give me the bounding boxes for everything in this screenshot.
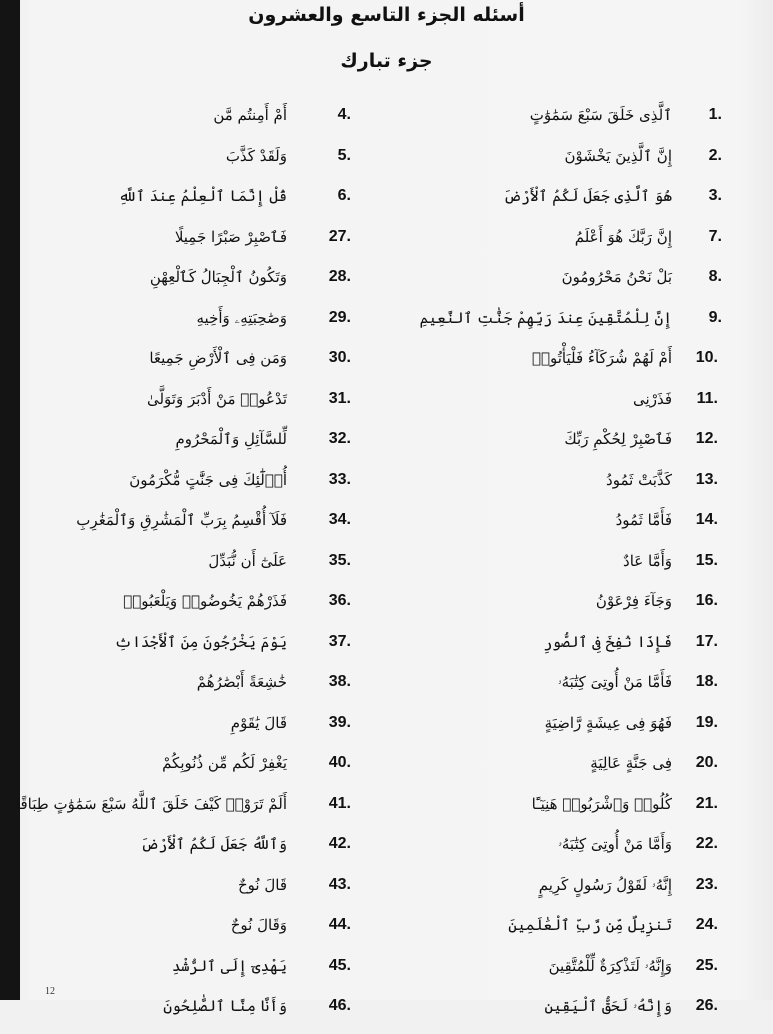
question-number: 19. [695, 713, 718, 731]
question-item [114, 629, 355, 670]
question-item [430, 588, 730, 629]
verse-text: وَلَقَدْ كَذَّبَ [225, 146, 287, 165]
question-item [120, 143, 355, 184]
question-number: 7. [708, 227, 722, 245]
question-item [120, 710, 355, 751]
question-item [430, 143, 730, 184]
verse-text: فَهُوَ فِى عِيشَةٍ رَّاضِيَةٍ [544, 713, 672, 732]
question-item [430, 669, 730, 710]
question-item [430, 386, 730, 427]
question-item [120, 386, 355, 427]
verse-text: فَذَرْنِى [633, 389, 672, 408]
question-number: 12. [695, 430, 718, 447]
verse-text: أَمْ لَهُمْ شُرَكَآءُ فَلْيَأْتُوا۟ [532, 349, 672, 367]
verse-text: فَلَآ أُقْسِمُ بِرَبِّ ٱلْمَشَٰرِقِ وَٱلْمَغَٰرِبِ [76, 511, 287, 529]
question-number: 10. [695, 349, 718, 366]
question-item [120, 872, 355, 913]
verse-text: فَإِذَا نُفِخَ فِى ٱلصُّورِ [543, 632, 672, 651]
question-item [120, 548, 355, 589]
question-number: 22. [695, 835, 718, 852]
question-item [430, 183, 730, 224]
verse-text: فَأَمَّا مَنْ أُوتِىَ كِتَٰبَهُۥ [557, 673, 672, 691]
question-number: 36. [328, 592, 351, 609]
question-number: 4. [337, 106, 351, 123]
verse-text: إِنَّ رَبَّكَ هُوَ أَعْلَمُ [574, 227, 672, 246]
verse-text: وَإِنَّهُۥ لَحَقُّ ٱلْيَقِينِ [544, 997, 672, 1015]
verse-text: ٱلَّذِى خَلَقَ سَبْعَ سَمَٰوَٰتٍ [529, 106, 672, 124]
question-item [419, 305, 730, 346]
question-number: 42. [328, 835, 351, 852]
question-item [120, 224, 355, 265]
question-number: 40. [328, 754, 351, 771]
verse-text: قَالَ نُوحٌ [237, 875, 287, 894]
verse-text: قُلْ إِنَّمَا ٱلْعِلْمُ عِندَ ٱللَّهِ [118, 187, 287, 205]
question-number: 43. [328, 875, 351, 893]
question-item [430, 831, 730, 872]
verse-text: إِنَّ ٱلَّذِينَ يَخْشَوْنَ [564, 146, 672, 165]
question-number: 32. [328, 430, 351, 447]
question-number: 5. [337, 146, 351, 164]
verse-text: تَنزِيلٌ مِّن رَّبِّ ٱلْعَٰلَمِينَ [508, 916, 672, 934]
verse-text: هُوَ ٱلَّذِى جَعَلَ لَكُمُ ٱلْأَرْضَ [503, 187, 672, 205]
question-item [430, 345, 730, 386]
verse-text: وَٱللَّهُ جَعَلَ لَكُمُ ٱلْأَرْضَ [140, 835, 287, 853]
verse-text: إِنَّهُۥ لَقَوْلُ رَسُولٍ كَرِيمٍ [538, 875, 672, 894]
verse-text: أَمْ أَمِنتُم مَّن [213, 106, 287, 124]
verse-text: خَٰشِعَةً أَبْصَٰرُهُمْ [196, 673, 287, 691]
question-number: 2. [708, 146, 722, 164]
question-number: 25. [695, 956, 718, 974]
verse-text: وَقَالَ نُوحٌ [230, 916, 287, 934]
question-number: 35. [328, 551, 351, 569]
verse-text: يَهْدِىٓ إِلَى ٱلرُّشْدِ [171, 956, 287, 975]
question-item [430, 993, 730, 1034]
question-number: 24. [695, 916, 718, 933]
question-number: 23. [695, 875, 718, 893]
question-number: 26. [695, 997, 718, 1014]
verse-text: وَصَٰحِبَتِهِۦ وَأَخِيهِ [196, 308, 287, 327]
question-item [120, 669, 355, 710]
question-number: 31. [328, 389, 351, 407]
question-number: 3. [708, 187, 722, 204]
page-title: أسئله الجزء التاسع والعشرون [248, 4, 525, 26]
question-number: 45. [328, 956, 351, 974]
question-number: 29. [328, 308, 351, 326]
question-number: 46. [328, 997, 351, 1014]
question-number: 17. [695, 632, 718, 650]
verse-text: وَأَمَّا مَنْ أُوتِىَ كِتَٰبَهُۥ [558, 835, 672, 853]
question-item [430, 872, 730, 913]
question-item [430, 953, 730, 994]
question-item [430, 629, 730, 670]
scan-edge-border [0, 0, 20, 1000]
question-number: 15. [695, 551, 718, 569]
verse-text: فَأَمَّا ثَمُودُ [615, 511, 672, 529]
question-number: 14. [695, 511, 718, 528]
question-item [15, 791, 355, 832]
question-item [430, 750, 730, 791]
question-item [120, 953, 355, 994]
question-number: 27. [328, 227, 351, 245]
verse-text: وَإِنَّهُۥ لَتَذْكِرَةٌ لِّلْمُتَّقِينَ [548, 956, 672, 975]
verse-text: فَٱصْبِرْ صَبْرًا جَمِيلًا [174, 227, 287, 246]
question-item [430, 791, 730, 832]
question-number: 30. [328, 349, 351, 366]
question-item [120, 345, 355, 386]
question-number: 39. [328, 713, 351, 731]
verse-text: وَتَكُونُ ٱلْجِبَالُ كَٱلْعِهْنِ [149, 268, 287, 286]
question-number: 20. [695, 754, 718, 771]
question-item [120, 912, 355, 953]
verse-text: كَذَّبَتْ ثَمُودُ [606, 470, 672, 489]
question-item [120, 467, 355, 508]
verse-text: فِى جَنَّةٍ عَالِيَةٍ [590, 754, 672, 772]
question-item [120, 993, 355, 1034]
question-item [120, 831, 355, 872]
question-number: 18. [695, 673, 718, 690]
question-item [430, 467, 730, 508]
question-item [120, 750, 355, 791]
verse-text: كُلُوا۟ وَٱشْرَبُوا۟ هَنِيٓـًٔا [531, 794, 672, 813]
verse-text: يَغْفِرْ لَكُم مِّن ذُنُوبِكُمْ [162, 754, 287, 772]
question-number: 28. [328, 268, 351, 285]
question-number: 1. [708, 106, 722, 123]
verse-text: وَأَمَّا عَادٌ [623, 551, 672, 570]
verse-text: عَلَىٰٓ أَن نُّبَدِّلَ [208, 551, 287, 570]
verse-text: أُو۟لَٰٓئِكَ فِى جَنَّٰتٍ مُّكْرَمُونَ [129, 470, 287, 489]
question-number: 6. [337, 187, 351, 204]
question-item [120, 426, 355, 467]
verse-text: قَالَ يَٰقَوْمِ [230, 713, 287, 732]
question-item [430, 710, 730, 751]
page-number: 12 [45, 986, 55, 997]
page-subtitle: جزء تبارك [340, 50, 433, 72]
question-item [430, 912, 730, 953]
verse-text: وَمَن فِى ٱلْأَرْضِ جَمِيعًا [149, 349, 287, 367]
question-number: 11. [696, 389, 718, 407]
question-item [430, 102, 730, 143]
question-item [430, 264, 730, 305]
question-item [430, 426, 730, 467]
question-item [120, 183, 355, 224]
verse-text: يَوْمَ يَخْرُجُونَ مِنَ ٱلْأَجْدَاثِ [114, 632, 287, 651]
question-item [430, 548, 730, 589]
question-number: 41. [328, 794, 351, 812]
question-number: 44. [328, 916, 351, 933]
question-item [120, 588, 355, 629]
question-number: 37. [328, 632, 351, 650]
verse-text: أَلَمْ تَرَوْا۟ كَيْفَ خَلَقَ ٱللَّهُ سَبْعَ سَمَٰوَٰتٍ طِبَاقًا [15, 794, 287, 813]
question-item [120, 305, 355, 346]
question-item [430, 224, 730, 265]
question-number: 8. [708, 268, 722, 285]
verse-text: فَٱصْبِرْ لِحُكْمِ رَبِّكَ [564, 430, 672, 448]
verse-text: وَجَآءَ فِرْعَوْنُ [595, 592, 672, 610]
question-item [430, 507, 730, 548]
verse-text: فَذَرْهُمْ يَخُوضُوا۟ وَيَلْعَبُوا۟ [123, 592, 287, 610]
question-number: 16. [695, 592, 718, 609]
verse-text: تَدْعُوا۟ مَنْ أَدْبَرَ وَتَوَلَّىٰ [146, 389, 287, 408]
verse-text: لِّلسَّآئِلِ وَٱلْمَحْرُومِ [175, 430, 287, 448]
question-number: 33. [328, 470, 351, 488]
question-item [120, 102, 355, 143]
question-number: 38. [328, 673, 351, 690]
verse-text: وَأَنَّا مِنَّا ٱلصَّٰلِحُونَ [163, 997, 287, 1015]
verse-text: إِنَّ لِلْمُتَّقِينَ عِندَ رَبِّهِمْ جَنَّٰتِ ٱلنَّعِيمِ [419, 308, 672, 327]
right-question-column [419, 102, 730, 1034]
question-item [76, 507, 355, 548]
question-number: 9. [708, 308, 722, 326]
question-number: 34. [328, 511, 351, 528]
question-number: 13. [695, 470, 718, 488]
verse-text: بَلْ نَحْنُ مَحْرُومُونَ [561, 268, 672, 286]
question-item [120, 264, 355, 305]
question-number: 21. [695, 794, 718, 812]
